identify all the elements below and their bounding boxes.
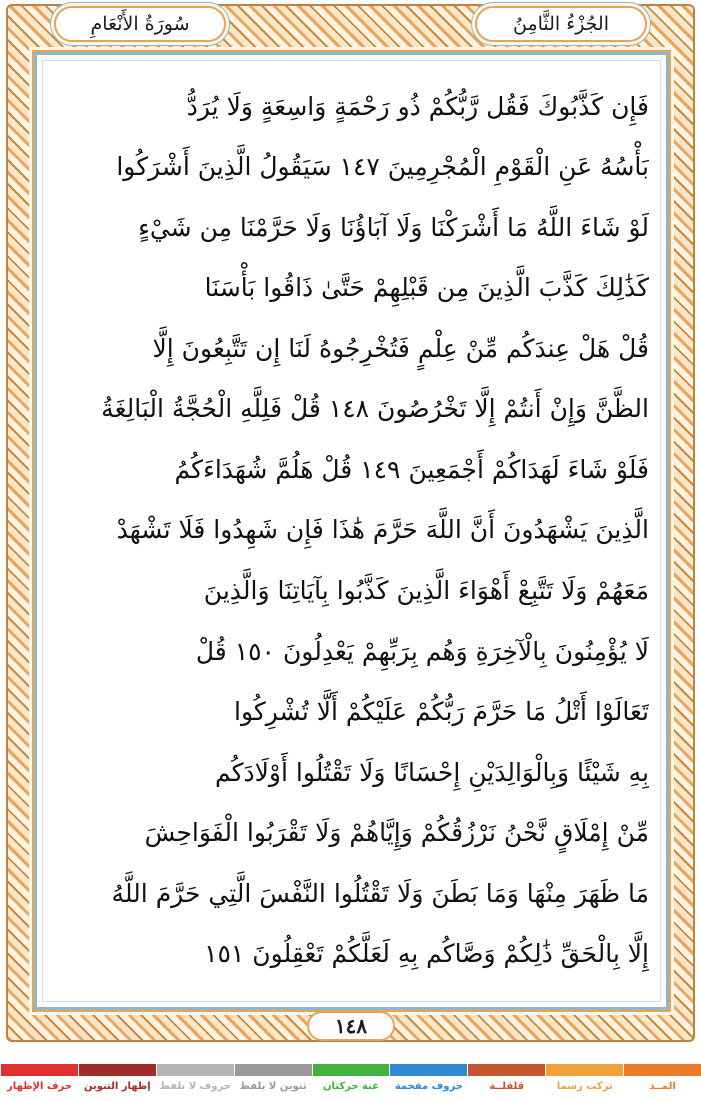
legend-label: تنوين لا يلفظ [239, 1081, 307, 1092]
legend-label: إظهار التنوين [83, 1081, 151, 1092]
legend-item [156, 1064, 234, 1101]
legend-label: حروف لا تلفظ [159, 1081, 231, 1092]
text-line: مَعَهُمْ وَلَا تَتَّبِعْ أَهْوَاءَ الَّذِينَ كَذَّبُوا بِآيَاتِنَا وَالَّذِينَ [203, 576, 649, 605]
legend-label: حروف مفخمة [394, 1081, 463, 1092]
legend-swatch [157, 1064, 234, 1076]
text-line: فَإِن كَذَّبُوكَ فَقُل رَّبُّكُمْ ذُو رَحْمَةٍ وَاسِعَةٍ وَلَا يُرَدُّ [186, 91, 649, 121]
page-number: ١٤٨ [307, 1011, 395, 1041]
legend-item [312, 1064, 390, 1101]
legend-label: المــد [649, 1081, 676, 1092]
legend-swatch [546, 1064, 623, 1076]
legend-swatch [624, 1064, 701, 1076]
legend-item [78, 1064, 156, 1101]
legend-item [623, 1064, 701, 1101]
legend-label: حرف الإظهار [6, 1081, 72, 1092]
text-line: بِهِ شَيْئًا وَبِالْوَالِدَيْنِ إِحْسَانًا وَلَا تَقْتُلُوا أَوْلَادَكُم [214, 757, 649, 787]
legend-item [0, 1064, 78, 1101]
legend-swatch [79, 1064, 156, 1076]
text-line: مَا ظَهَرَ مِنْهَا وَمَا بَطَنَ وَلَا تَقْتُلُوا النَّفْسَ الَّتِي حَرَّمَ اللَّهُ [111, 878, 649, 908]
legend-label: تركت رسما [556, 1081, 613, 1092]
legend-swatch [313, 1064, 390, 1076]
text-line: تَعَالَوْا أَتْلُ مَا حَرَّمَ رَبُّكُمْ عَلَيْكُمْ أَلَّا تُشْرِكُوا [234, 697, 649, 727]
text-line: لَا يُؤْمِنُونَ بِالْآخِرَةِ وَهُم بِرَبِّهِمْ يَعْدِلُونَ ١٥٠ قُلْ [195, 636, 649, 666]
legend-label: غنة حركتان [322, 1081, 380, 1092]
text-line: الظَّنَّ وَإِنْ أَنتُمْ إِلَّا تَخْرُصُونَ ١٤٨ قُلْ فَلِلَّهِ الْحُجَّةُ الْبَالِغَةُ [101, 394, 649, 424]
legend-swatch [468, 1064, 545, 1076]
legend-item [234, 1064, 312, 1101]
text-line: لَوْ شَاءَ اللَّهُ مَا أَشْرَكْنَا وَلَا آبَاؤُنَا وَلَا حَرَّمْنَا مِن شَيْءٍ [138, 212, 649, 242]
juz-title: الجُزْءُ الثَّامِنُ [475, 6, 647, 42]
quran-text [54, 70, 649, 990]
text-line: الَّذِينَ يَشْهَدُونَ أَنَّ اللَّهَ حَرَّمَ هَٰذَا فَإِن شَهِدُوا فَلَا تَشْهَدْ [116, 515, 649, 545]
text-line: إِلَّا بِالْحَقِّ ذَٰلِكُمْ وَصَّاكُم بِهِ لَعَلَّكُمْ تَعْقِلُونَ ١٥١ [204, 939, 649, 969]
text-line: بَأْسُهُ عَنِ الْقَوْمِ الْمُجْرِمِينَ ١٤٧ سَيَقُولُ الَّذِينَ أَشْرَكُوا [116, 152, 649, 182]
legend-item [545, 1064, 623, 1101]
legend-item [389, 1064, 467, 1101]
legend-item [467, 1064, 545, 1101]
legend-swatch [1, 1064, 78, 1076]
text-line: مِّنْ إِمْلَاقٍ نَّحْنُ نَرْزُقُكُمْ وَإِيَّاهُمْ وَلَا تَقْرَبُوا الْفَوَاحِشَ [144, 818, 649, 848]
text-line: قُلْ هَلْ عِندَكُم مِّنْ عِلْمٍ فَتُخْرِجُوهُ لَنَا إِن تَتَّبِعُونَ إِلَّا [152, 333, 649, 363]
legend-swatch [390, 1064, 467, 1076]
legend-label: قلقلــة [489, 1081, 525, 1092]
surah-title: سُورَةُ الأَنْعَامِ [54, 6, 226, 42]
text-line: فَلَوْ شَاءَ لَهَدَاكُمْ أَجْمَعِينَ ١٤٩ قُلْ هَلُمَّ شُهَدَاءَكُمُ [174, 454, 649, 484]
text-line: كَذَٰلِكَ كَذَّبَ الَّذِينَ مِن قَبْلِهِمْ حَتَّىٰ ذَاقُوا بَأْسَنَا [204, 273, 649, 303]
legend-swatch [235, 1064, 312, 1076]
tajweed-legend [0, 1064, 701, 1101]
